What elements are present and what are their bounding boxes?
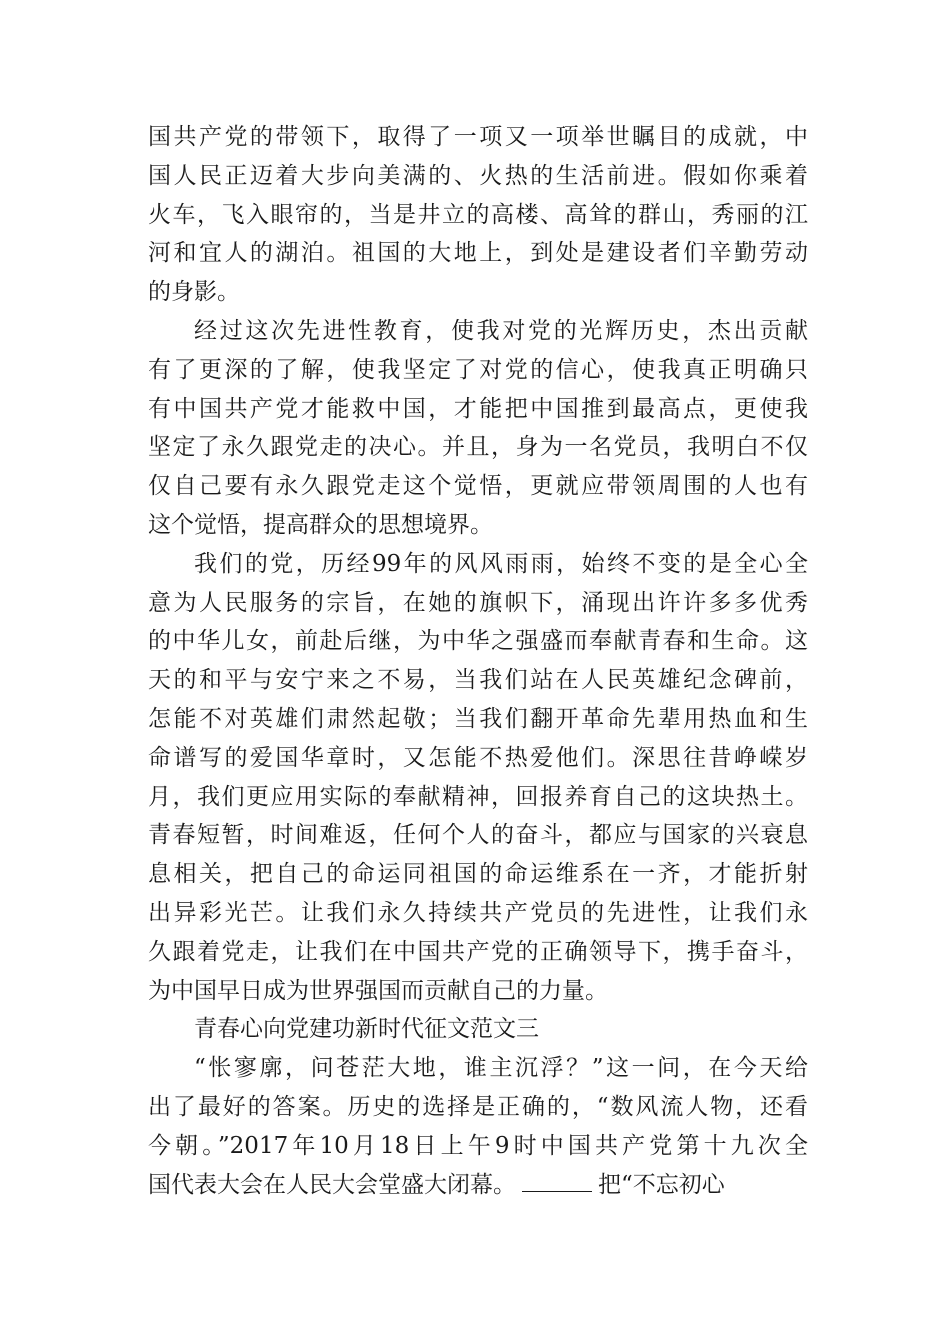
document-body	[148, 118, 808, 1204]
paragraph-line: 有中国共产党才能救中国，才能把中国推到最高点，更使我	[148, 395, 808, 422]
paragraph-line: 经过这次先进性教育，使我对党的光辉历史，杰出贡献	[194, 317, 808, 344]
paragraph-line: 青春短暂，时间难返，任何个人的奋斗，都应与国家的兴衰息	[148, 822, 808, 849]
paragraph-line: 今朝。”2017年10月18日上午9时中国共产党第十九次全	[148, 1132, 808, 1159]
paragraph-line: 的身影。	[148, 279, 240, 306]
paragraph-line: 仅自己要有永久跟党走这个觉悟，更就应带领周围的人也有	[148, 473, 808, 500]
paragraph-line: 意为人民服务的宗旨，在她的旗帜下，涌现出许许多多优秀	[148, 589, 808, 616]
paragraph-line: 命谱写的爱国华章时，又怎能不热爱他们。深思往昔峥嵘岁	[148, 744, 808, 771]
paragraph-line: 国人民正迈着大步向美满的、火热的生活前进。假如你乘着	[148, 162, 808, 189]
paragraph-line: 出异彩光芒。让我们永久持续共产党员的先进性，让我们永	[148, 899, 808, 926]
line-text-after-blank: 把“不忘初心	[598, 1171, 725, 1198]
paragraph-line: 为中国早日成为世界强国而贡献自己的力量。	[148, 977, 608, 1004]
paragraph-line: “怅寥廓，问苍茫大地，谁主沉浮？”这一问，在今天给	[194, 1055, 808, 1082]
paragraph-line: 国共产党的带领下，取得了一项又一项举世瞩目的成就，中	[148, 124, 808, 150]
paragraph-line: 出了最好的答案。历史的选择是正确的，“数风流人物，还看	[148, 1093, 808, 1120]
paragraph-line: 天的和平与安宁来之不易，当我们站在人民英雄纪念碑前，	[148, 667, 808, 694]
paragraph-line: 我们的党，历经99年的风风雨雨，始终不变的是全心全	[194, 550, 808, 577]
paragraph-line: 久跟着党走，让我们在中国共产党的正确领导下，携手奋斗，	[148, 938, 808, 965]
paragraph-line: 这个觉悟，提高群众的思想境界。	[148, 511, 493, 538]
fill-in-blank	[522, 1167, 592, 1192]
paragraph-line: 的中华儿女，前赴后继，为中华之强盛而奉献青春和生命。这	[148, 628, 808, 655]
section-title: 青春心向党建功新时代征文范文三	[194, 1016, 539, 1043]
paragraph-line: 有了更深的了解，使我坚定了对党的信心，使我真正明确只	[148, 356, 808, 383]
line-text-before-blank: 国代表大会在人民大会堂盛大闭幕。	[148, 1171, 516, 1198]
paragraph-line-with-blank	[148, 1166, 808, 1205]
paragraph-line: 怎能不对英雄们肃然起敬；当我们翻开革命先辈用热血和生	[148, 705, 808, 732]
paragraph-line: 火车，飞入眼帘的，当是井立的高楼、高耸的群山，秀丽的江	[148, 201, 808, 228]
paragraph-line: 河和宜人的湖泊。祖国的大地上，到处是建设者们辛勤劳动	[148, 240, 808, 267]
paragraph-line: 月，我们更应用实际的奉献精神，回报养育自己的这块热土。	[148, 783, 808, 810]
paragraph-line: 坚定了永久跟党走的决心。并且，身为一名党员，我明白不仅	[148, 434, 808, 461]
paragraph-line: 息相关，把自己的命运同祖国的命运维系在一齐，才能折射	[148, 861, 808, 888]
